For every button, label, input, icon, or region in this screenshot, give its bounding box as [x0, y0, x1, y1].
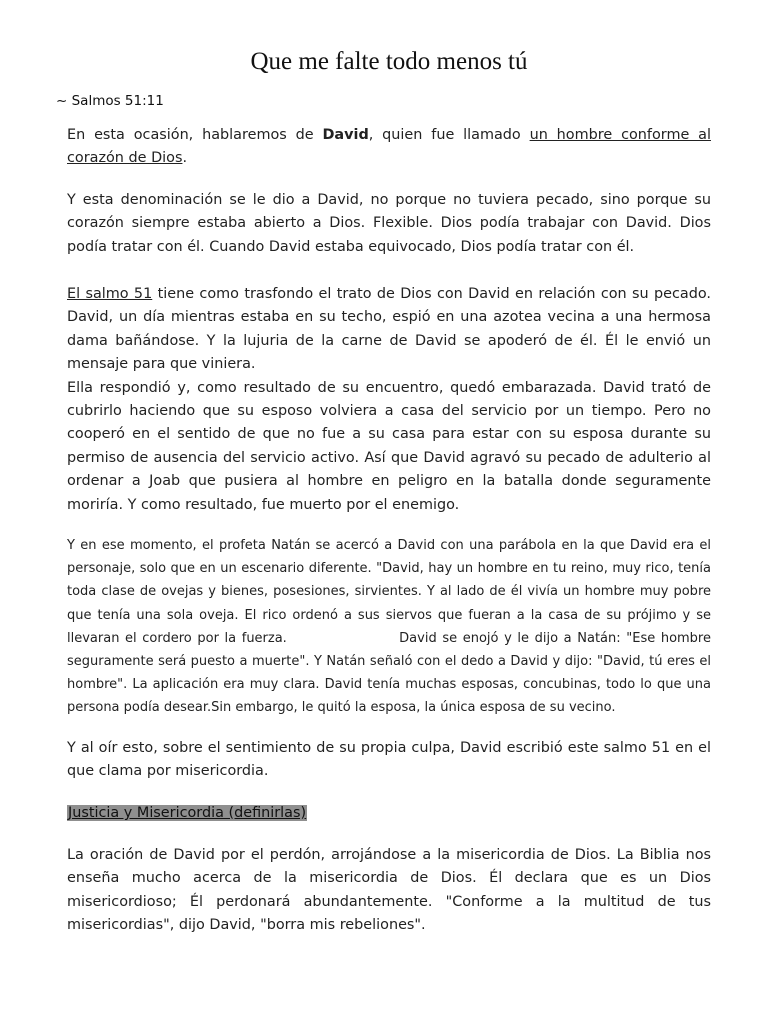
scripture-reference: ~ Salmos 51:11 — [56, 93, 164, 109]
paragraph-embarazada-text: Ella respondió y, como resultado de su encuentro, quedó embarazada. David trató de cubrirlo haciendo que su esposo volviera a casa del servicio por un tiempo. Pero no cooperó en el sentido de que no fue a su casa para estar con su esposa durante su permiso de ausencia del servicio activo. Así que David agravó su pecado de adulterio al ordenar a Joab que pusiera al hombre en peligro en la batalla donde seguramente moriría. Y como resultado, fue muerto por el enemigo. — [67, 379, 711, 513]
salmo-text: tiene como trasfondo el trato de Dios con David en relación con su pecado. David, un día mientras estaba en su techo, espió en una azotea vecina a una hermosa dama bañándose. Y la lujuria de la carne de David se apoderó de él. Él le envió un mensaje para que viniera. — [67, 286, 711, 373]
section-heading-wrapper — [67, 802, 711, 825]
paragraph-natan-text: Y en ese momento, el profeta Natán se acercó a David con una parábola en la que David era el personaje, solo que en un escenario diferente. "David, hay un hombre en tu reino, muy rico, tenía toda clase de ovejas y bienes, posesiones, sirvientes. Y al lado de él vivía un hombre muy pobre que tenía una sola oveja. El rico ordenó a sus siervos que fueran a la casa de su prójimo y se llevaran el cordero por la fuerza. David se enojó y le dijo a Natán: "Ese hombre seguramente será puesto a muerte". Y Natán señaló con el dedo a David y dijo: "David, tú eres el hombre". La aplicación era muy clara. David tenía muchas esposas, concubinas, todo lo que una persona podía desear.Sin embargo, le quitó la esposa, la única esposa de su vecino. — [67, 538, 716, 716]
paragraph-oracion-text: La oración de David por el perdón, arrojándose a la misericordia de Dios. La Biblia nos enseña mucho acerca de la misericordia de Dios. Él declara que es un Dios misericordioso; Él perdonará abundantemente. "Conforme a la multitud de tus misericordias", dijo David, "borra mis rebeliones". — [67, 847, 711, 934]
david-name: David — [322, 127, 369, 143]
paragraph-denomination-text: Y esta denominación se le dio a David, no porque no tuviera pecado, sino porque su corazón siempre estaba abierto a Dios. Flexible. Dios podía trabajar con David. Dios podía tratar con él. Cuando David estaba equivocado, Dios podía tratar con él. — [67, 192, 711, 255]
paragraph-oracion — [67, 844, 711, 938]
salmo-link[interactable]: El salmo 51 — [67, 286, 153, 302]
intro-link[interactable]: un hombre conforme al corazón de Dios — [67, 127, 711, 167]
paragraph-intro — [67, 124, 711, 171]
document-title: Que me falte todo menos tú — [250, 48, 528, 75]
intro-text-before: En esta ocasión, hablaremos de — [67, 127, 323, 143]
paragraph-natan — [67, 534, 716, 720]
paragraph-salmo — [67, 283, 711, 517]
paragraph-culpa — [67, 737, 711, 784]
section-heading: Justicia y Misericordia (definirlas) — [68, 805, 307, 821]
intro-text-after: . — [182, 150, 188, 167]
paragraph-denomination — [67, 189, 711, 259]
intro-text-middle: , quien fue llamado — [368, 127, 530, 143]
paragraph-culpa-text: Y al oír esto, sobre el sentimiento de su propia culpa, David escribió este salmo 51 en el que clama por misericordia. — [67, 740, 711, 780]
